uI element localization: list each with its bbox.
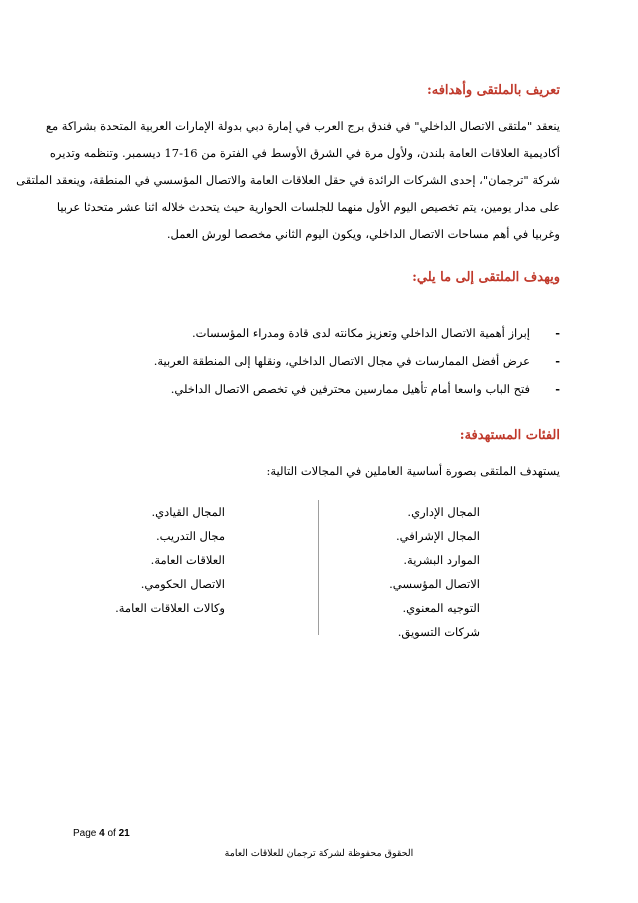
definition-line: وغربيا في أهم مساحات الاتصال الداخلي، ويكون اليوم الثاني مخصصا لورش العمل. <box>166 227 560 241</box>
audience-item: التوجيه المعنوي. <box>402 601 480 615</box>
audience-item: مجال التدريب. <box>155 529 225 543</box>
column-divider <box>318 500 319 635</box>
audience-right-column <box>389 500 480 644</box>
page-of: of <box>107 828 116 839</box>
page-number <box>73 828 130 839</box>
audience-item: الاتصال الحكومي. <box>140 577 225 591</box>
audience-item: وكالات العلاقات العامة. <box>115 601 225 615</box>
definition-line: شركة "ترجمان"، إحدى الشركات الرائدة في حقل العلاقات العامة والاتصال المؤسسي في المنطقة، وينعقد الملتقى <box>16 173 560 187</box>
audience-item: المجال الإشرافي. <box>396 529 480 543</box>
definition-heading: تعريف بالملتقى وأهدافه: <box>426 83 560 98</box>
goal-text: فتح الباب واسعا أمام تأهيل ممارسين محترفين في تخصص الاتصال الداخلي. <box>170 382 530 396</box>
page-word: Page <box>73 828 97 839</box>
definition-line: أكاديمية العلاقات العامة بلندن، ولأول مرة في الشرق الأوسط في الفترة من 16-17 ديسمبر. وتنظمه وتديره <box>49 146 560 160</box>
goal-text: عرض أفضل الممارسات في مجال الاتصال الداخلي، ونقلها إلى المنطقة العربية. <box>153 354 530 368</box>
definition-line: ينعقد "ملتقى الاتصال الداخلي" في فندق برج العرب في إمارة دبي بدولة الإمارات العربية المتحدة بشراكة مع <box>45 119 560 133</box>
page-current: 4 <box>99 828 105 839</box>
goal-text: إبراز أهمية الاتصال الداخلي وتعزيز مكانته لدى قادة ومدراء المؤسسات. <box>192 326 530 340</box>
audience-item: الموارد البشرية. <box>403 553 480 567</box>
audience-item: شركات التسويق. <box>397 625 480 639</box>
definition-paragraph <box>16 113 560 248</box>
audience-item: العلاقات العامة. <box>150 553 225 567</box>
audience-heading: الفئات المستهدفة: <box>459 428 560 443</box>
copyright-footer: الحقوق محفوظة لشركة ترجمان للعلاقات العامة <box>224 848 414 859</box>
audience-intro: يستهدف الملتقى بصورة أساسية العاملين في المجالات التالية: <box>266 464 560 478</box>
goals-heading: ويهدف الملتقى إلى ما يلي: <box>412 270 560 285</box>
audience-item: المجال الإداري. <box>407 505 480 519</box>
audience-left-column <box>115 500 225 620</box>
goal-item <box>70 347 560 375</box>
bullet-dash: - <box>555 326 560 340</box>
goal-item <box>70 319 560 347</box>
goal-item <box>70 375 560 403</box>
goals-list <box>70 319 560 403</box>
page-total: 21 <box>118 828 130 839</box>
audience-item: المجال القيادي. <box>151 505 225 519</box>
bullet-dash: - <box>555 382 560 396</box>
audience-item: الاتصال المؤسسي. <box>389 577 480 591</box>
definition-line: على مدار يومين، يتم تخصيص اليوم الأول منهما للجلسات الحوارية حيث يتحدث خلاله اثنا عشر متحدثا عربيا <box>56 200 560 214</box>
bullet-dash: - <box>555 354 560 368</box>
